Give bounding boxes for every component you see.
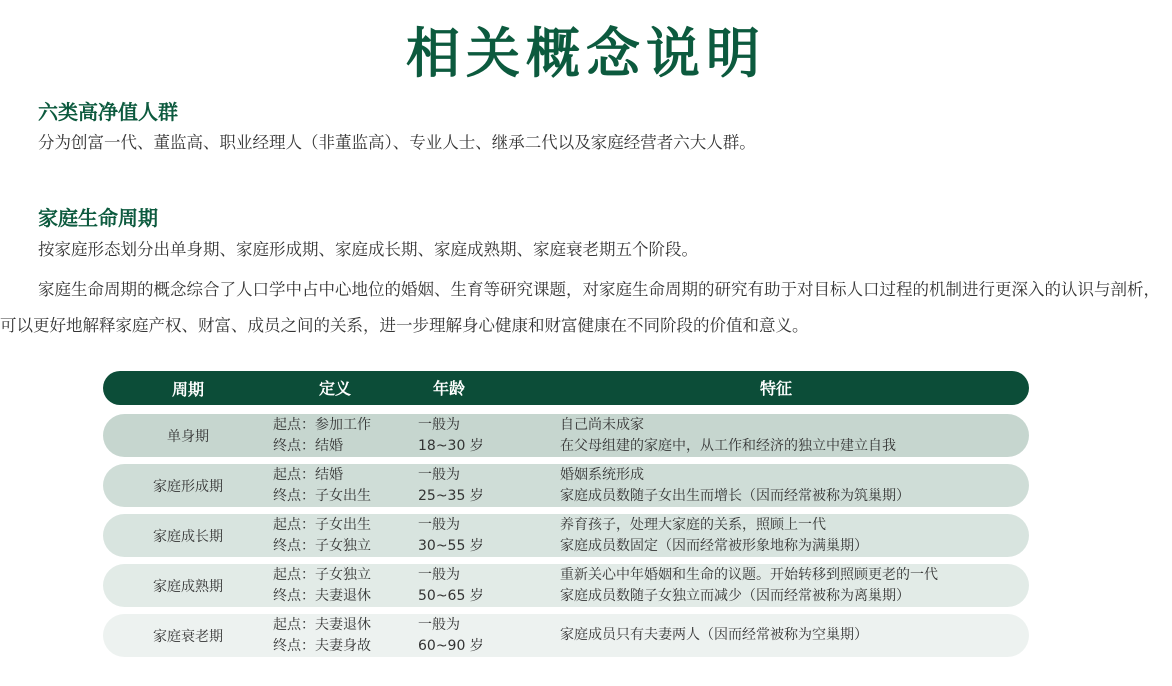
feature-line-2: 家庭成员数固定（因而经常被形象地称为满巢期） bbox=[560, 537, 868, 554]
section-text-lifecycle-stages: 按家庭形态划分出单身期、家庭形成期、家庭成长期、家庭成熟期、家庭衰老期五个阶段。 bbox=[38, 240, 698, 259]
cell-features bbox=[560, 625, 1029, 646]
cell-definition bbox=[273, 565, 418, 607]
header-age: 年龄 bbox=[433, 378, 466, 398]
age-range: 18~30 岁 bbox=[418, 437, 484, 454]
table-row bbox=[103, 514, 1029, 557]
cell-definition bbox=[273, 515, 418, 557]
cell-features bbox=[560, 515, 1029, 557]
age-range: 30~55 岁 bbox=[418, 537, 484, 554]
cell-definition bbox=[273, 415, 418, 457]
section-heading-high-net-worth: 六类高净值人群 bbox=[38, 100, 178, 124]
cell-period: 家庭成熟期 bbox=[153, 578, 223, 595]
age-label: 一般为 bbox=[418, 416, 460, 433]
table-row bbox=[103, 464, 1029, 507]
def-end: 终点：夫妻身故 bbox=[273, 637, 371, 654]
cell-definition bbox=[273, 465, 418, 507]
feature-line-1: 自己尚未成家 bbox=[560, 416, 644, 433]
age-label: 一般为 bbox=[418, 616, 460, 633]
feature-line-1: 家庭成员只有夫妻两人（因而经常被称为空巢期） bbox=[560, 627, 868, 643]
header-definition: 定义 bbox=[319, 378, 352, 398]
def-start: 起点：夫妻退休 bbox=[273, 616, 371, 633]
table-header bbox=[103, 371, 1029, 405]
header-period: 周期 bbox=[171, 379, 204, 399]
def-end: 终点：子女出生 bbox=[273, 487, 371, 504]
def-start: 起点：结婚 bbox=[273, 466, 343, 483]
cell-features bbox=[560, 415, 1029, 457]
cell-period: 家庭成长期 bbox=[153, 528, 223, 545]
age-label: 一般为 bbox=[418, 466, 460, 483]
age-range: 25~35 岁 bbox=[418, 487, 484, 504]
def-start: 起点：参加工作 bbox=[273, 416, 371, 433]
cell-features bbox=[560, 465, 1029, 507]
table-row bbox=[103, 614, 1029, 657]
def-end: 终点：夫妻退休 bbox=[273, 587, 371, 604]
feature-line-1: 重新关心中年婚姻和生命的议题。开始转移到照顾更老的一代 bbox=[560, 566, 938, 583]
table-row bbox=[103, 414, 1029, 457]
cell-age bbox=[418, 515, 560, 557]
cell-age bbox=[418, 465, 560, 507]
section-heading-family-lifecycle: 家庭生命周期 bbox=[38, 206, 158, 230]
cell-definition bbox=[273, 615, 418, 657]
feature-line-1: 养育孩子，处理大家庭的关系，照顾上一代 bbox=[560, 516, 826, 533]
section-text-lifecycle-description: 家庭生命周期的概念综合了人口学中占中心地位的婚姻、生育等研究课题，对家庭生命周期的研究有助于对目标人口过程的机制进行更深入的认识与剖析，可以更好地解释家庭产权、财富、成员之间的关系，进一步理解身心健康和财富健康在不同阶段的价值和意义。 bbox=[0, 280, 1160, 335]
def-end: 终点：子女独立 bbox=[273, 537, 371, 554]
cell-period: 家庭形成期 bbox=[153, 478, 223, 495]
cell-features bbox=[560, 565, 1029, 607]
def-start: 起点：子女独立 bbox=[273, 566, 371, 583]
feature-line-2: 家庭成员数随子女独立而减少（因而经常被称为离巢期） bbox=[560, 587, 910, 604]
age-range: 60~90 岁 bbox=[418, 637, 484, 654]
cell-age bbox=[418, 565, 560, 607]
cell-period: 单身期 bbox=[167, 428, 209, 445]
age-range: 50~65 岁 bbox=[418, 587, 484, 604]
feature-line-1: 婚姻系统形成 bbox=[560, 466, 644, 483]
feature-line-2: 家庭成员数随子女出生而增长（因而经常被称为筑巢期） bbox=[560, 487, 910, 504]
section-text-high-net-worth: 分为创富一代、董监高、职业经理人（非董监高）、专业人士、继承二代以及家庭经营者六大人群。 bbox=[38, 133, 756, 152]
cell-age bbox=[418, 415, 560, 457]
def-start: 起点：子女出生 bbox=[273, 516, 371, 533]
age-label: 一般为 bbox=[418, 516, 460, 533]
age-label: 一般为 bbox=[418, 566, 460, 583]
table-row bbox=[103, 564, 1029, 607]
cell-period: 家庭衰老期 bbox=[153, 628, 223, 645]
feature-line-2: 在父母组建的家庭中，从工作和经济的独立中建立自我 bbox=[560, 437, 896, 454]
lifecycle-table bbox=[103, 371, 1029, 657]
header-features: 特征 bbox=[759, 378, 792, 398]
page-title: 相关概念说明 bbox=[406, 22, 766, 85]
def-end: 终点：结婚 bbox=[273, 437, 343, 454]
cell-age bbox=[418, 615, 560, 657]
